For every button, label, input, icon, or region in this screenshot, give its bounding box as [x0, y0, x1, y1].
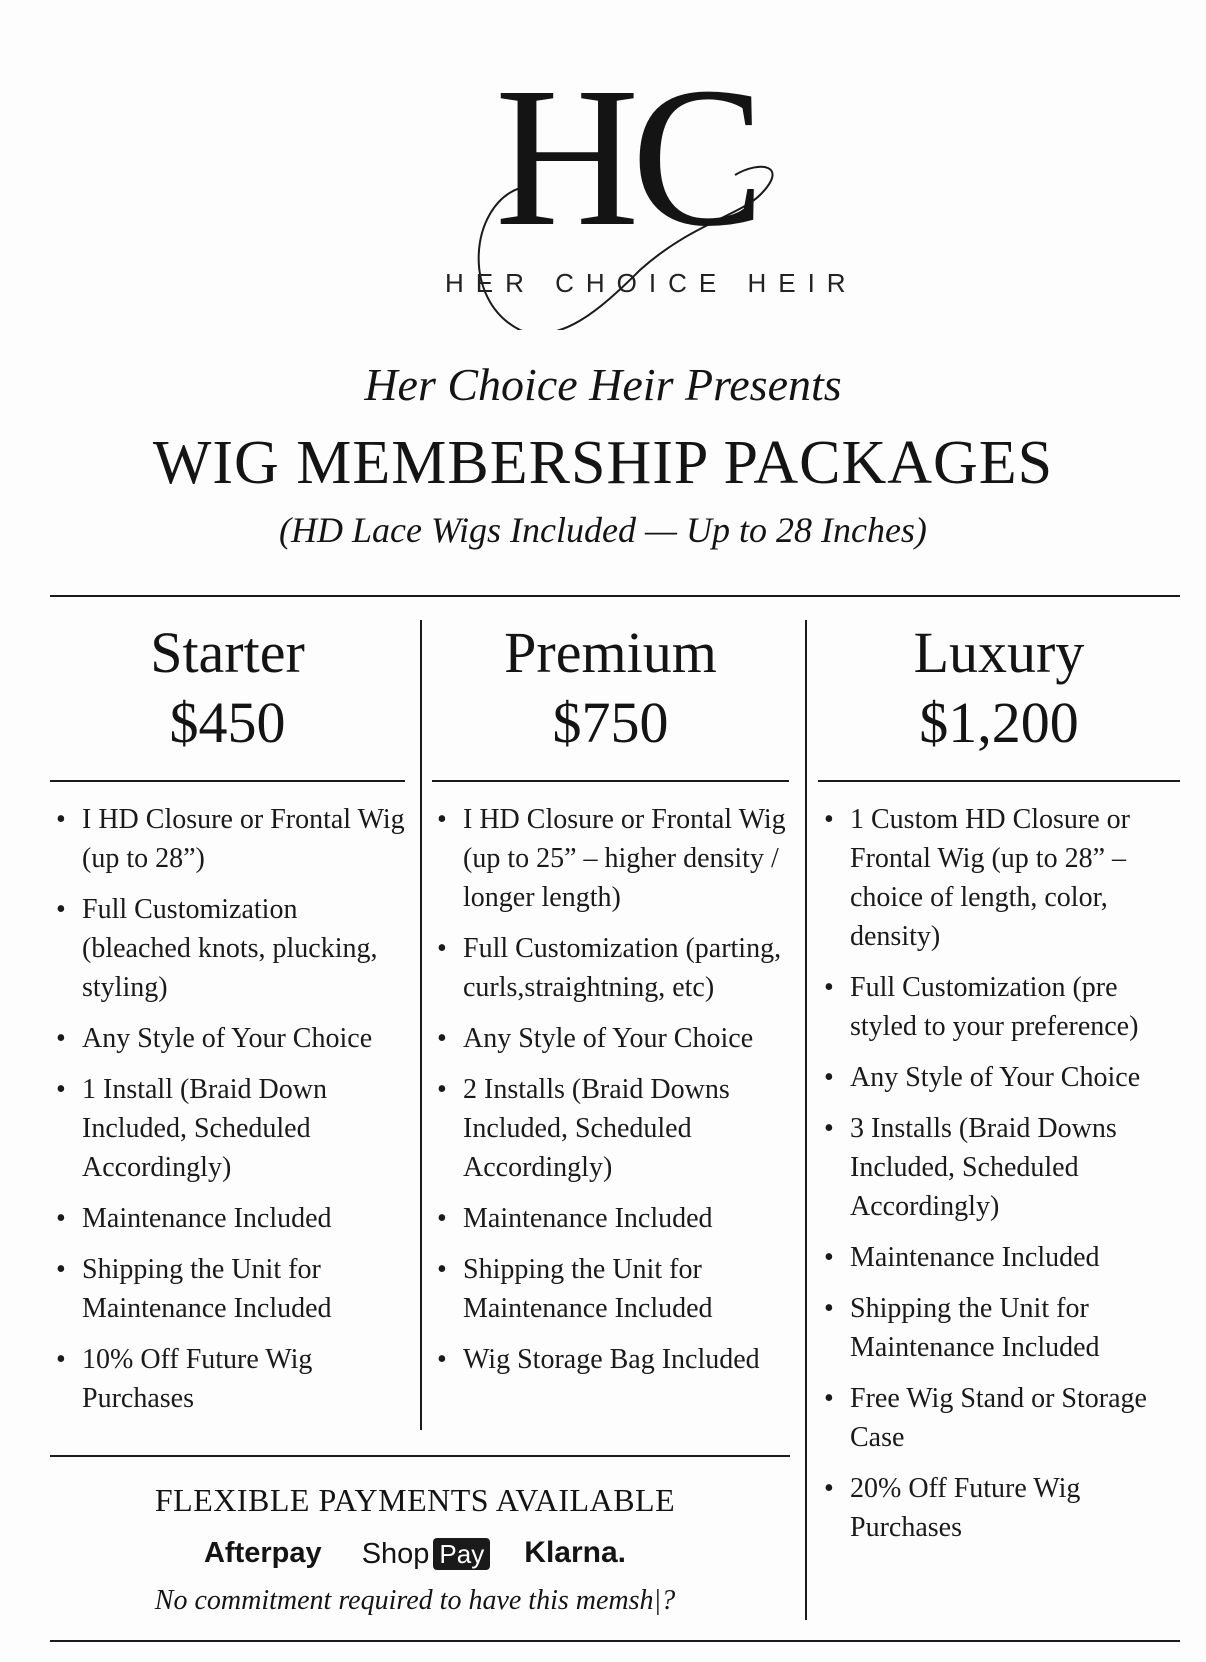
- logo-monogram: HC: [495, 47, 757, 268]
- shop-pay-badge: Pay: [433, 1538, 490, 1570]
- package-starter-features: [56, 800, 406, 1430]
- feature-item: • 3 Installs (Braid Downs Included, Scheduled Accordingly): [824, 1109, 1174, 1226]
- column-divider-2: [805, 620, 807, 1620]
- feature-item: • 1 Install (Braid Down Included, Scheduled Accordingly): [56, 1070, 406, 1187]
- feature-item: • Full Customization (bleached knots, plucking, styling): [56, 890, 406, 1007]
- package-luxury-features: [824, 800, 1174, 1559]
- feature-item: • Full Customization (parting, curls,straightning, etc): [437, 929, 792, 1007]
- feature-item: • Any Style of Your Choice: [437, 1019, 792, 1058]
- feature-item: • Wig Storage Bag Included: [437, 1340, 792, 1379]
- package-premium-header: [432, 618, 789, 758]
- feature-item: • Shipping the Unit for Maintenance Included: [437, 1250, 792, 1328]
- feature-item: • Any Style of Your Choice: [824, 1058, 1174, 1097]
- feature-item: • Full Customization (pre styled to your preference): [824, 968, 1174, 1046]
- package-price: $450: [169, 690, 286, 755]
- shop-pay-text: Shop: [361, 1538, 430, 1571]
- feature-item: • Maintenance Included: [437, 1199, 792, 1238]
- top-divider: [50, 595, 1180, 597]
- feature-item: • 10% Off Future Wig Purchases: [56, 1340, 406, 1418]
- page-subtitle: (HD Lace Wigs Included — Up to 28 Inches): [279, 510, 927, 550]
- feature-item: • I HD Closure or Frontal Wig (up to 25” – higher density / longer length): [437, 800, 792, 917]
- feature-item: • Shipping the Unit for Maintenance Included: [56, 1250, 406, 1328]
- payment-providers: [50, 1533, 780, 1573]
- bottom-divider: [50, 1640, 1180, 1642]
- feature-item: • 20% Off Future Wig Purchases: [824, 1469, 1174, 1547]
- page-title: WIG MEMBERSHIP PACKAGES: [152, 429, 1054, 497]
- feature-item: • Any Style of Your Choice: [56, 1019, 406, 1058]
- feature-item: • 2 Installs (Braid Downs Included, Scheduled Accordingly): [437, 1070, 792, 1187]
- logo-tagline: HER CHOICE HEIR: [445, 268, 858, 298]
- feature-item: • 1 Custom HD Closure or Frontal Wig (up to 28” – choice of length, color, density): [824, 800, 1174, 956]
- feature-item: • Shipping the Unit for Maintenance Included: [824, 1289, 1174, 1367]
- premium-header-divider: [432, 780, 789, 782]
- afterpay-logo: Afterpay: [203, 1537, 322, 1570]
- package-name: Luxury: [913, 620, 1085, 685]
- logo: [0, 0, 1206, 330]
- payments-divider: [50, 1455, 790, 1457]
- package-starter-header: [50, 618, 405, 758]
- feature-item: • Free Wig Stand or Storage Case: [824, 1379, 1174, 1457]
- feature-item: • Maintenance Included: [56, 1199, 406, 1238]
- package-name: Premium: [504, 620, 717, 685]
- package-price: $1,200: [919, 690, 1079, 755]
- shop-pay-logo: [362, 1534, 491, 1573]
- package-name: Starter: [150, 620, 305, 685]
- no-commitment-note: No commitment required to have this memsh|?: [154, 1585, 676, 1616]
- package-luxury-header: [818, 618, 1180, 758]
- presents-heading: Her Choice Heir Presents: [364, 359, 842, 410]
- column-divider-1: [420, 620, 422, 1430]
- feature-item: • I HD Closure or Frontal Wig (up to 28”): [56, 800, 406, 878]
- package-price: $750: [552, 690, 669, 755]
- package-premium-features: [437, 800, 792, 1391]
- luxury-header-divider: [818, 780, 1180, 782]
- starter-header-divider: [50, 780, 405, 782]
- feature-item: • Maintenance Included: [824, 1238, 1174, 1277]
- payments-title: FLEXIBLE PAYMENTS AVAILABLE: [154, 1482, 676, 1518]
- klarna-logo: Klarna.: [524, 1536, 627, 1570]
